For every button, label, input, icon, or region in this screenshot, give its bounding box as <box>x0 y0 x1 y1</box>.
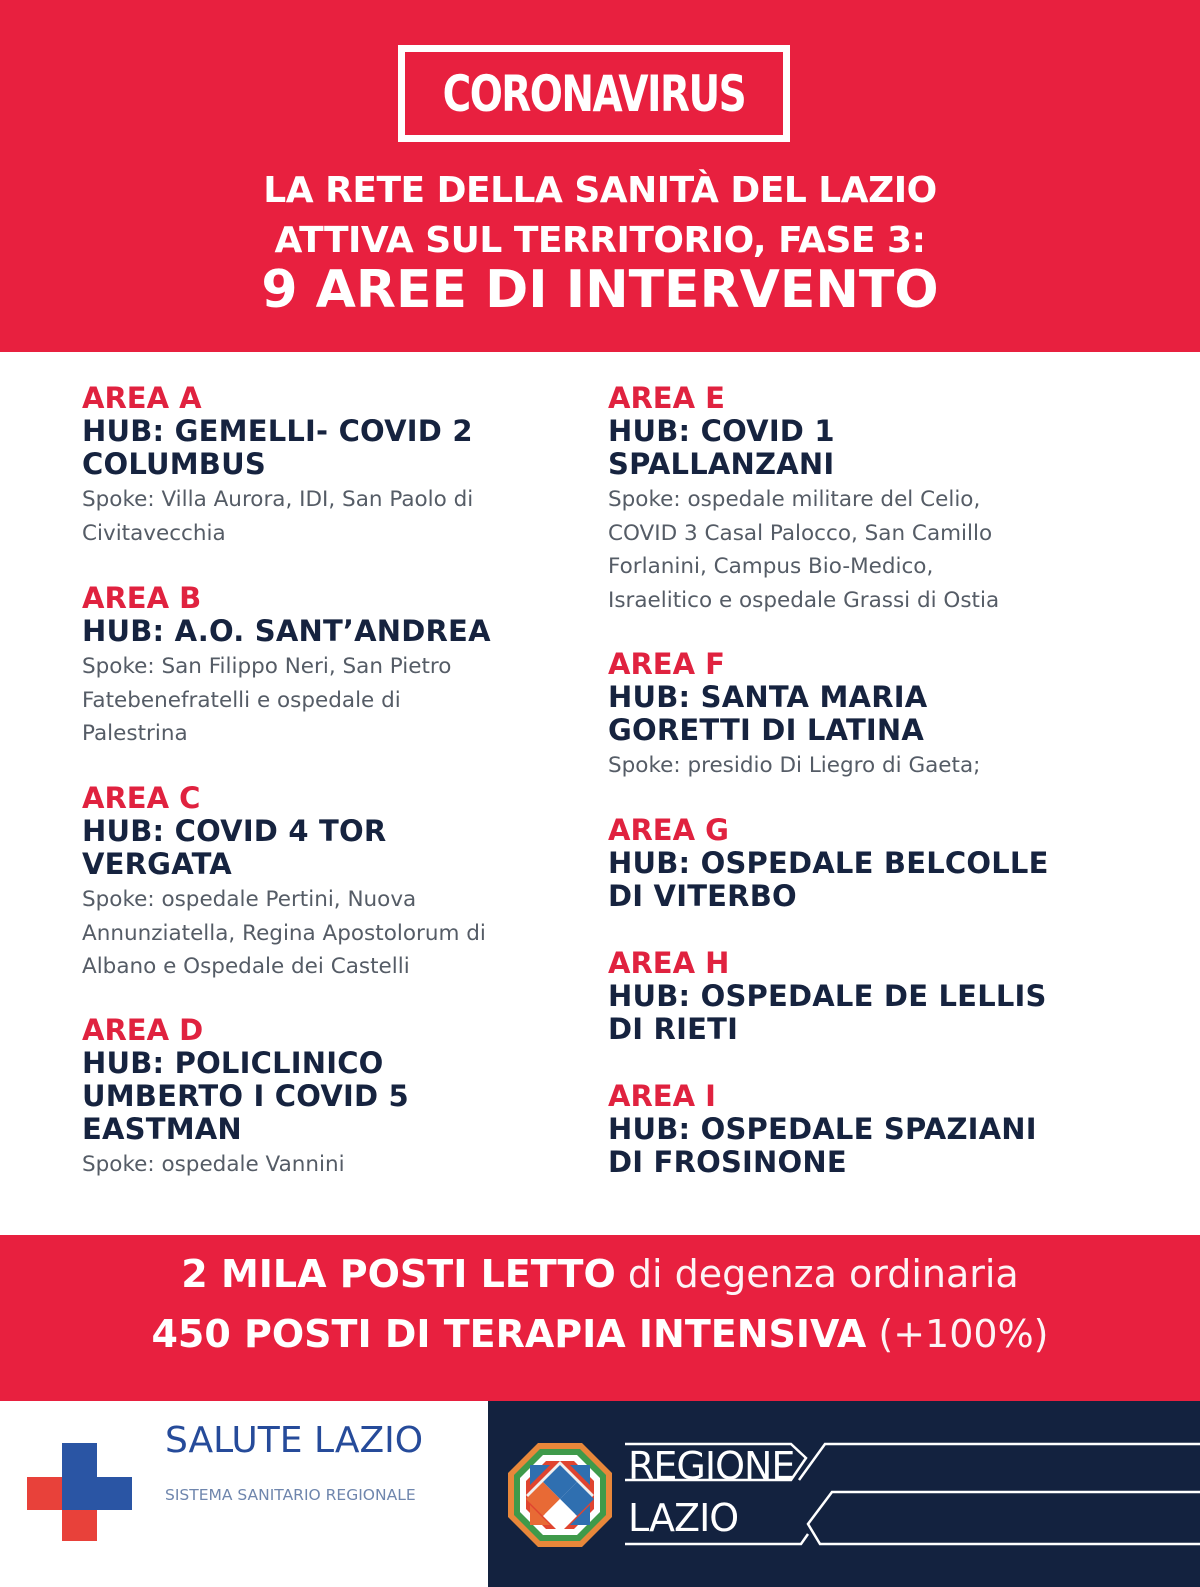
area-label: AREA G <box>608 813 729 847</box>
hub-name: EASTMAN <box>82 1112 242 1146</box>
hub-name: HUB: A.O. SANT’ANDREA <box>82 614 491 648</box>
headline-line-3: 9 AREE DI INTERVENTO <box>261 260 939 320</box>
salute-lazio-title: SALUTE LAZIO <box>165 1420 424 1461</box>
spoke-line: Palestrina <box>82 721 188 746</box>
area-label: AREA I <box>608 1079 716 1113</box>
beds-line-ordinary <box>0 1252 1200 1296</box>
spoke-list <box>82 883 592 984</box>
area-block-g <box>608 814 1168 947</box>
hub-name: HUB: OSPEDALE SPAZIANI <box>608 1112 1037 1146</box>
spoke-list <box>82 483 592 550</box>
spoke-line: Spoke: ospedale Pertini, Nuova <box>82 887 417 912</box>
hub-name: HUB: POLICLINICO <box>82 1046 384 1080</box>
spoke-list <box>608 749 1168 783</box>
spoke-line: Civitavecchia <box>82 520 226 546</box>
spoke-line: Fatebenefratelli e ospedale di <box>82 687 401 713</box>
beds-line-intensive <box>0 1312 1200 1356</box>
spoke-line: Spoke: San Filippo Neri, San Pietro <box>82 654 452 679</box>
hub-name: HUB: COVID 1 <box>608 414 835 448</box>
spoke-line: COVID 3 Casal Palocco, San Camillo <box>608 520 993 546</box>
hub-name: VERGATA <box>82 847 232 881</box>
area-label: AREA B <box>82 581 202 615</box>
area-label: AREA H <box>608 946 730 980</box>
hub-name: COLUMBUS <box>82 447 266 481</box>
area-label: AREA C <box>82 781 201 815</box>
hub-name: HUB: COVID 4 TOR <box>82 814 387 848</box>
hub-name: UMBERTO I COVID 5 <box>82 1079 409 1113</box>
spoke-line: Spoke: ospedale Vannini <box>82 1152 345 1177</box>
area-block-h <box>608 947 1168 1080</box>
hub-name: HUB: SANTA MARIA <box>608 680 928 714</box>
spoke-line: Albano e Ospedale dei Castelli <box>82 954 410 979</box>
areas-column-left <box>82 382 592 1182</box>
headline-line-2: ATTIVA SUL TERRITORIO, FASE 3: <box>274 220 926 261</box>
beds-intensive-change: (+100%) <box>866 1312 1049 1356</box>
hub-name: HUB: OSPEDALE DE LELLIS <box>608 979 1047 1013</box>
spoke-line: Annunziatella, Regina Apostolorum di <box>82 920 486 946</box>
header-banner <box>0 0 1200 352</box>
hub-name: DI RIETI <box>608 1012 739 1046</box>
area-label: AREA D <box>82 1013 204 1047</box>
spoke-line: Spoke: ospedale militare del Celio, <box>608 487 981 512</box>
area-label: AREA F <box>608 647 725 681</box>
hub-name: HUB: OSPEDALE BELCOLLE <box>608 846 1049 880</box>
areas-column-right <box>608 382 1168 1179</box>
hub-name: GORETTI DI LATINA <box>608 713 925 747</box>
spoke-line: Israelitico e ospedale Grassi di Ostia <box>608 587 1000 613</box>
area-block-f <box>608 648 1168 814</box>
area-label: AREA E <box>608 381 725 415</box>
beds-ordinary-desc: di degenza ordinaria <box>615 1252 1019 1296</box>
area-label: AREA A <box>82 381 202 415</box>
spoke-line: Spoke: Villa Aurora, IDI, San Paolo di <box>82 487 474 512</box>
area-block-e <box>608 382 1168 648</box>
area-block-b <box>82 582 592 782</box>
spoke-list <box>82 1148 592 1182</box>
area-block-i <box>608 1080 1168 1179</box>
area-block-a <box>82 382 592 582</box>
lazio-word: LAZIO <box>628 1496 739 1540</box>
hub-name: HUB: GEMELLI- COVID 2 <box>82 414 473 448</box>
spoke-line: Forlanini, Campus Bio-Medico, <box>608 554 934 579</box>
lazio-coat-of-arms-icon <box>505 1440 615 1550</box>
hub-name: SPALLANZANI <box>608 447 835 481</box>
headline-line-1: LA RETE DELLA SANITÀ DEL LAZIO <box>263 170 937 211</box>
coronavirus-badge <box>398 45 790 142</box>
beds-intensive-count: 450 POSTI DI TERAPIA INTENSIVA <box>151 1312 867 1356</box>
regione-word: REGIONE <box>628 1444 795 1488</box>
salute-lazio-subtitle: SISTEMA SANITARIO REGIONALE <box>165 1486 416 1504</box>
coronavirus-badge-text: CORONAVIRUS <box>442 64 746 123</box>
area-block-c <box>82 782 592 1014</box>
spoke-list <box>82 650 592 751</box>
hub-name: DI FROSINONE <box>608 1145 847 1179</box>
spoke-list <box>608 483 1168 617</box>
beds-ordinary-count: 2 MILA POSTI LETTO <box>181 1252 616 1296</box>
area-block-d <box>82 1014 592 1182</box>
spoke-line: Spoke: presidio Di Liegro di Gaeta; <box>608 753 981 778</box>
hub-name: DI VITERBO <box>608 879 797 913</box>
